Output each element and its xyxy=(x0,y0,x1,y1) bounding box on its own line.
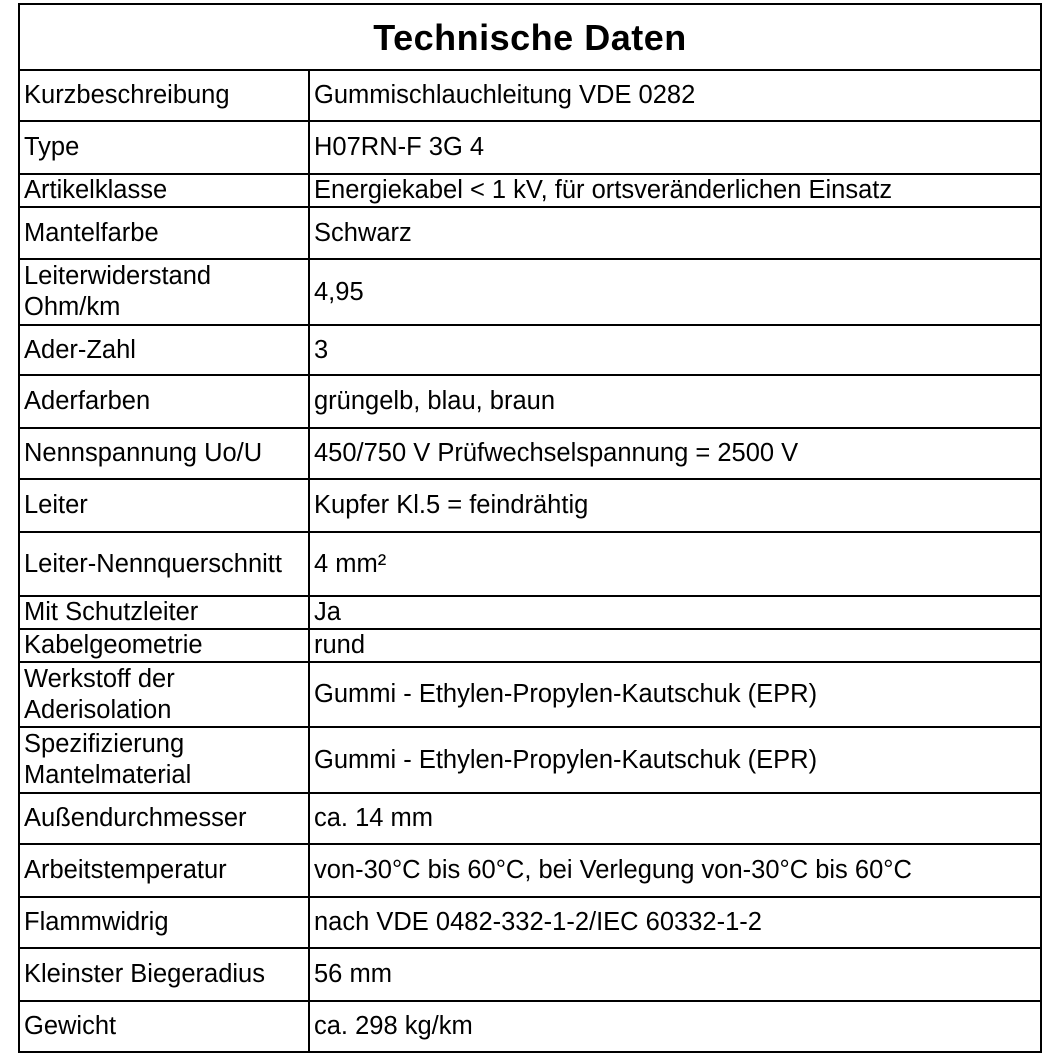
row-value: rund xyxy=(309,629,1041,662)
table-row xyxy=(19,259,1041,325)
table-row xyxy=(19,844,1041,897)
row-value: 56 mm xyxy=(309,948,1041,1001)
table-title: Technische Daten xyxy=(19,4,1041,70)
table-header-row xyxy=(19,4,1041,70)
row-label: Type xyxy=(19,121,309,174)
row-label: Leiterwiderstand Ohm/km xyxy=(19,259,309,325)
row-value: ca. 14 mm xyxy=(309,793,1041,844)
row-label: Aderfarben xyxy=(19,375,309,428)
row-label: Leiter xyxy=(19,479,309,532)
row-label: Leiter-Nennquerschnitt xyxy=(19,532,309,596)
spec-sheet xyxy=(18,3,1040,1053)
row-label: Mit Schutzleiter xyxy=(19,596,309,629)
row-label: Kabelgeometrie xyxy=(19,629,309,662)
row-label: Artikelklasse xyxy=(19,174,309,207)
table-row xyxy=(19,793,1041,844)
row-value: 4,95 xyxy=(309,259,1041,325)
table-row xyxy=(19,532,1041,596)
row-value: Kupfer Kl.5 = feindrähtig xyxy=(309,479,1041,532)
table-row xyxy=(19,662,1041,727)
tech-data-table xyxy=(18,3,1042,1053)
row-label: Gewicht xyxy=(19,1001,309,1052)
row-label: Werkstoff der Aderisolation xyxy=(19,662,309,727)
row-value: 4 mm² xyxy=(309,532,1041,596)
table-row xyxy=(19,174,1041,207)
row-value: Gummischlauchleitung VDE 0282 xyxy=(309,70,1041,121)
row-value: ca. 298 kg/km xyxy=(309,1001,1041,1052)
table-row xyxy=(19,948,1041,1001)
row-value: nach VDE 0482-332-1-2/IEC 60332-1-2 xyxy=(309,897,1041,948)
row-value: Schwarz xyxy=(309,207,1041,259)
row-label: Kleinster Biegeradius xyxy=(19,948,309,1001)
row-label: Mantelfarbe xyxy=(19,207,309,259)
row-value: grüngelb, blau, braun xyxy=(309,375,1041,428)
row-value: Ja xyxy=(309,596,1041,629)
table-row xyxy=(19,70,1041,121)
row-label: Kurzbeschreibung xyxy=(19,70,309,121)
table-row xyxy=(19,375,1041,428)
row-label: Außendurchmesser xyxy=(19,793,309,844)
row-value: 450/750 V Prüfwechselspannung = 2500 V xyxy=(309,428,1041,479)
row-value: H07RN-F 3G 4 xyxy=(309,121,1041,174)
row-label: Ader-Zahl xyxy=(19,325,309,375)
row-label: Nennspannung Uo/U xyxy=(19,428,309,479)
table-row xyxy=(19,325,1041,375)
row-value: Energiekabel < 1 kV, für ortsveränderlichen Einsatz xyxy=(309,174,1041,207)
table-row xyxy=(19,596,1041,629)
table-row xyxy=(19,629,1041,662)
row-label: Spezifizierung Mantelmaterial xyxy=(19,727,309,793)
table-row xyxy=(19,121,1041,174)
table-row xyxy=(19,1001,1041,1052)
row-value: Gummi - Ethylen-Propylen-Kautschuk (EPR) xyxy=(309,727,1041,793)
row-value: 3 xyxy=(309,325,1041,375)
row-value: Gummi - Ethylen-Propylen-Kautschuk (EPR) xyxy=(309,662,1041,727)
table-row xyxy=(19,207,1041,259)
table-row xyxy=(19,428,1041,479)
row-label: Arbeitstemperatur xyxy=(19,844,309,897)
row-value: von-30°C bis 60°C, bei Verlegung von-30°C bis 60°C xyxy=(309,844,1041,897)
table-row xyxy=(19,727,1041,793)
table-row xyxy=(19,479,1041,532)
table-row xyxy=(19,897,1041,948)
row-label: Flammwidrig xyxy=(19,897,309,948)
